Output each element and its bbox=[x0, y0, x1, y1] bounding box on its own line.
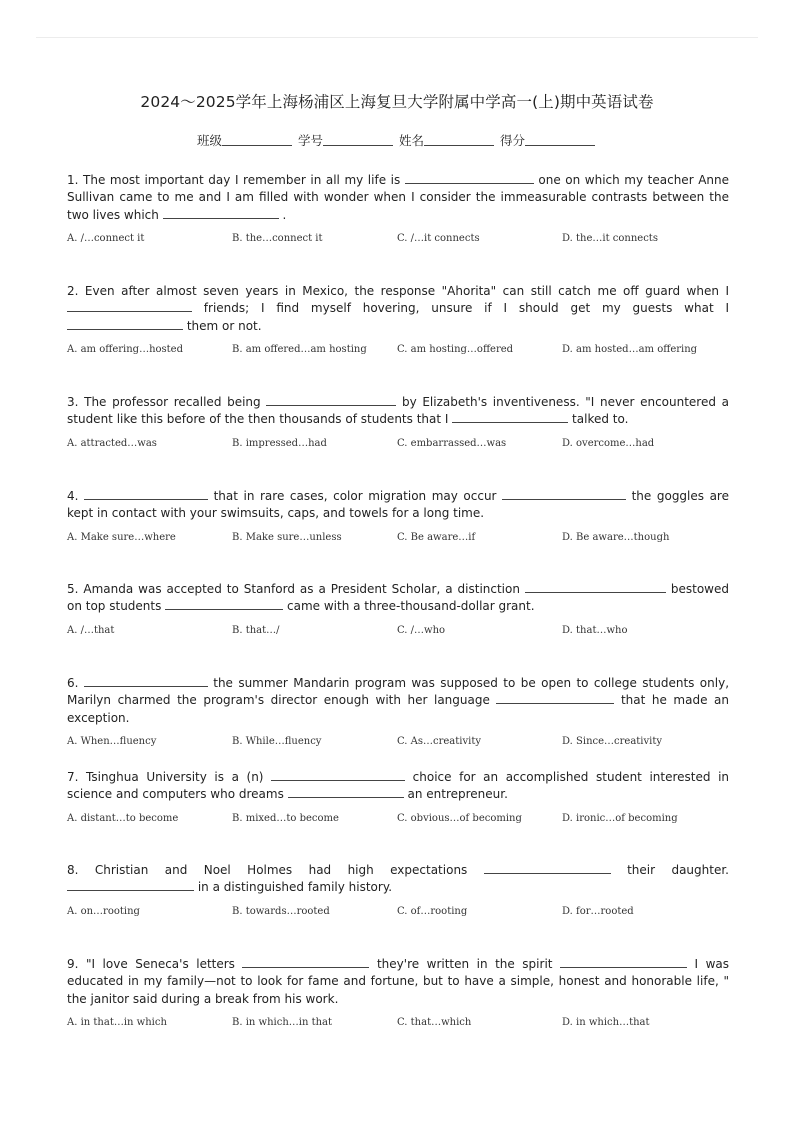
answer-blank[interactable] bbox=[67, 300, 192, 312]
answer-blank[interactable] bbox=[405, 172, 534, 184]
option-d[interactable]: D. in which…that bbox=[562, 1017, 650, 1029]
option-a[interactable]: A. When…fluency bbox=[67, 736, 157, 748]
name-label: 姓名 bbox=[398, 133, 424, 148]
answer-blank[interactable] bbox=[496, 692, 614, 704]
option-row bbox=[67, 1017, 729, 1031]
question-8 bbox=[67, 862, 729, 920]
option-d[interactable]: D. Be aware…though bbox=[562, 531, 670, 543]
question-stem: 3. The professor recalled being by Elizabeth's inventiveness. "I never encountered a student like this before of the then thousands of students that I talked to. bbox=[67, 395, 729, 427]
option-d[interactable]: D. that…who bbox=[562, 624, 628, 636]
option-a[interactable]: A. attracted…was bbox=[67, 437, 157, 449]
answer-blank[interactable] bbox=[266, 394, 396, 406]
question-7 bbox=[67, 769, 729, 827]
option-a[interactable]: A. Make sure…where bbox=[67, 531, 176, 543]
option-a[interactable]: A. /…that bbox=[67, 624, 115, 636]
question-4 bbox=[67, 488, 729, 546]
answer-blank[interactable] bbox=[560, 956, 687, 968]
question-9 bbox=[67, 956, 729, 1031]
answer-blank[interactable] bbox=[242, 956, 369, 968]
option-a[interactable]: A. on…rooting bbox=[67, 905, 140, 917]
option-b[interactable]: B. am offered…am hosting bbox=[232, 344, 367, 356]
option-c[interactable]: C. obvious…of becoming bbox=[397, 812, 522, 824]
option-b[interactable]: B. While…fluency bbox=[232, 736, 322, 748]
answer-blank[interactable] bbox=[271, 769, 405, 781]
option-b[interactable]: B. towards…rooted bbox=[232, 905, 330, 917]
option-c[interactable]: C. /…who bbox=[397, 624, 446, 636]
option-d[interactable]: D. overcome…had bbox=[562, 437, 655, 449]
option-a[interactable]: A. in that…in which bbox=[67, 1017, 167, 1029]
option-row bbox=[67, 438, 729, 452]
option-row bbox=[67, 233, 729, 247]
question-3 bbox=[67, 394, 729, 452]
answer-blank[interactable] bbox=[84, 675, 208, 687]
option-d[interactable]: D. ironic…of becoming bbox=[562, 812, 678, 824]
class-blank[interactable] bbox=[222, 133, 292, 146]
score-label: 得分 bbox=[499, 133, 525, 148]
option-b[interactable]: B. in which…in that bbox=[232, 1017, 333, 1029]
question-5 bbox=[67, 581, 729, 639]
option-c[interactable]: C. am hosting…offered bbox=[397, 344, 514, 356]
answer-blank[interactable] bbox=[163, 207, 279, 219]
option-row bbox=[67, 625, 729, 639]
option-c[interactable]: C. of…rooting bbox=[397, 905, 468, 917]
option-a[interactable]: A. distant…to become bbox=[67, 812, 179, 824]
option-row bbox=[67, 813, 729, 827]
answer-blank[interactable] bbox=[452, 411, 568, 423]
option-c[interactable]: C. /…it connects bbox=[397, 233, 480, 245]
option-b[interactable]: B. mixed…to become bbox=[232, 812, 339, 824]
option-row bbox=[67, 736, 729, 750]
question-stem: 6. the summer Mandarin program was supposed to be open to college students only, Marilyn charmed the program's director enough with her language that he made an exception. bbox=[67, 676, 730, 725]
answer-blank[interactable] bbox=[67, 879, 194, 891]
option-d[interactable]: D. am hosted…am offering bbox=[562, 344, 698, 356]
option-c[interactable]: C. embarrassed…was bbox=[397, 437, 507, 449]
option-b[interactable]: B. that…/ bbox=[232, 624, 280, 636]
answer-blank[interactable] bbox=[165, 598, 283, 610]
option-b[interactable]: B. impressed…had bbox=[232, 437, 327, 449]
answer-blank[interactable] bbox=[484, 862, 611, 874]
name-blank[interactable] bbox=[424, 133, 494, 146]
option-c[interactable]: C. that…which bbox=[397, 1017, 472, 1029]
option-row bbox=[67, 532, 729, 546]
option-d[interactable]: D. Since…creativity bbox=[562, 736, 663, 748]
option-b[interactable]: B. the…connect it bbox=[232, 233, 323, 245]
option-a[interactable]: A. /…connect it bbox=[67, 233, 145, 245]
option-c[interactable]: C. Be aware…if bbox=[397, 531, 476, 543]
page-title: 2024～2025学年上海杨浦区上海复旦大学附属中学高一(上)期中英语试卷 bbox=[140, 93, 654, 111]
id-label: 学号 bbox=[297, 133, 323, 148]
option-a[interactable]: A. am offering…hosted bbox=[67, 344, 183, 356]
answer-blank[interactable] bbox=[84, 488, 208, 500]
score-blank[interactable] bbox=[525, 133, 595, 146]
answer-blank[interactable] bbox=[502, 488, 626, 500]
option-row bbox=[67, 906, 729, 920]
student-info-line bbox=[0, 131, 794, 149]
question-stem: 8. Christian and Noel Holmes had high expectations their daughter. in a distinguished family history. bbox=[67, 863, 729, 895]
question-stem: 5. Amanda was accepted to Stanford as a President Scholar, a distinction bestowed on top students came with a three-thousand-dollar grant. bbox=[67, 582, 729, 614]
option-d[interactable]: D. for…rooted bbox=[562, 905, 634, 917]
answer-blank[interactable] bbox=[288, 786, 404, 798]
question-6 bbox=[67, 675, 729, 750]
id-blank[interactable] bbox=[323, 133, 393, 146]
question-stem: 1. The most important day I remember in all my life is one on which my teacher Anne Sullivan came to me and I am filled with wonder when I consider the immeasurable contrasts between the two lives which . bbox=[67, 173, 729, 222]
answer-blank[interactable] bbox=[525, 581, 666, 593]
question-2 bbox=[67, 283, 729, 358]
question-stem: 7. Tsinghua University is a (n) choice for an accomplished student interested in science and computers who dreams an entrepreneur. bbox=[67, 770, 730, 802]
option-d[interactable]: D. the…it connects bbox=[562, 233, 658, 245]
top-divider bbox=[36, 37, 758, 38]
class-label: 班级 bbox=[196, 133, 222, 148]
question-stem: 9. "I love Seneca's letters they're written in the spirit I was educated in my family—not to look for fame and fortune, but to have a simple, honest and honorable life, " the janitor said during a break from his work. bbox=[67, 957, 729, 1006]
option-row bbox=[67, 344, 729, 358]
answer-blank[interactable] bbox=[67, 318, 183, 330]
question-stem: 4. that in rare cases, color migration may occur the goggles are kept in contact with your swimsuits, caps, and towels for a long time. bbox=[67, 489, 729, 521]
question-stem: 2. Even after almost seven years in Mexico, the response "Ahorita" can still catch me off guard when I friends; I find myself hovering, unsure if I should get my guests what I them or not. bbox=[67, 284, 729, 333]
option-c[interactable]: C. As…creativity bbox=[397, 736, 481, 748]
option-b[interactable]: B. Make sure…unless bbox=[232, 531, 342, 543]
question-1 bbox=[67, 172, 729, 247]
